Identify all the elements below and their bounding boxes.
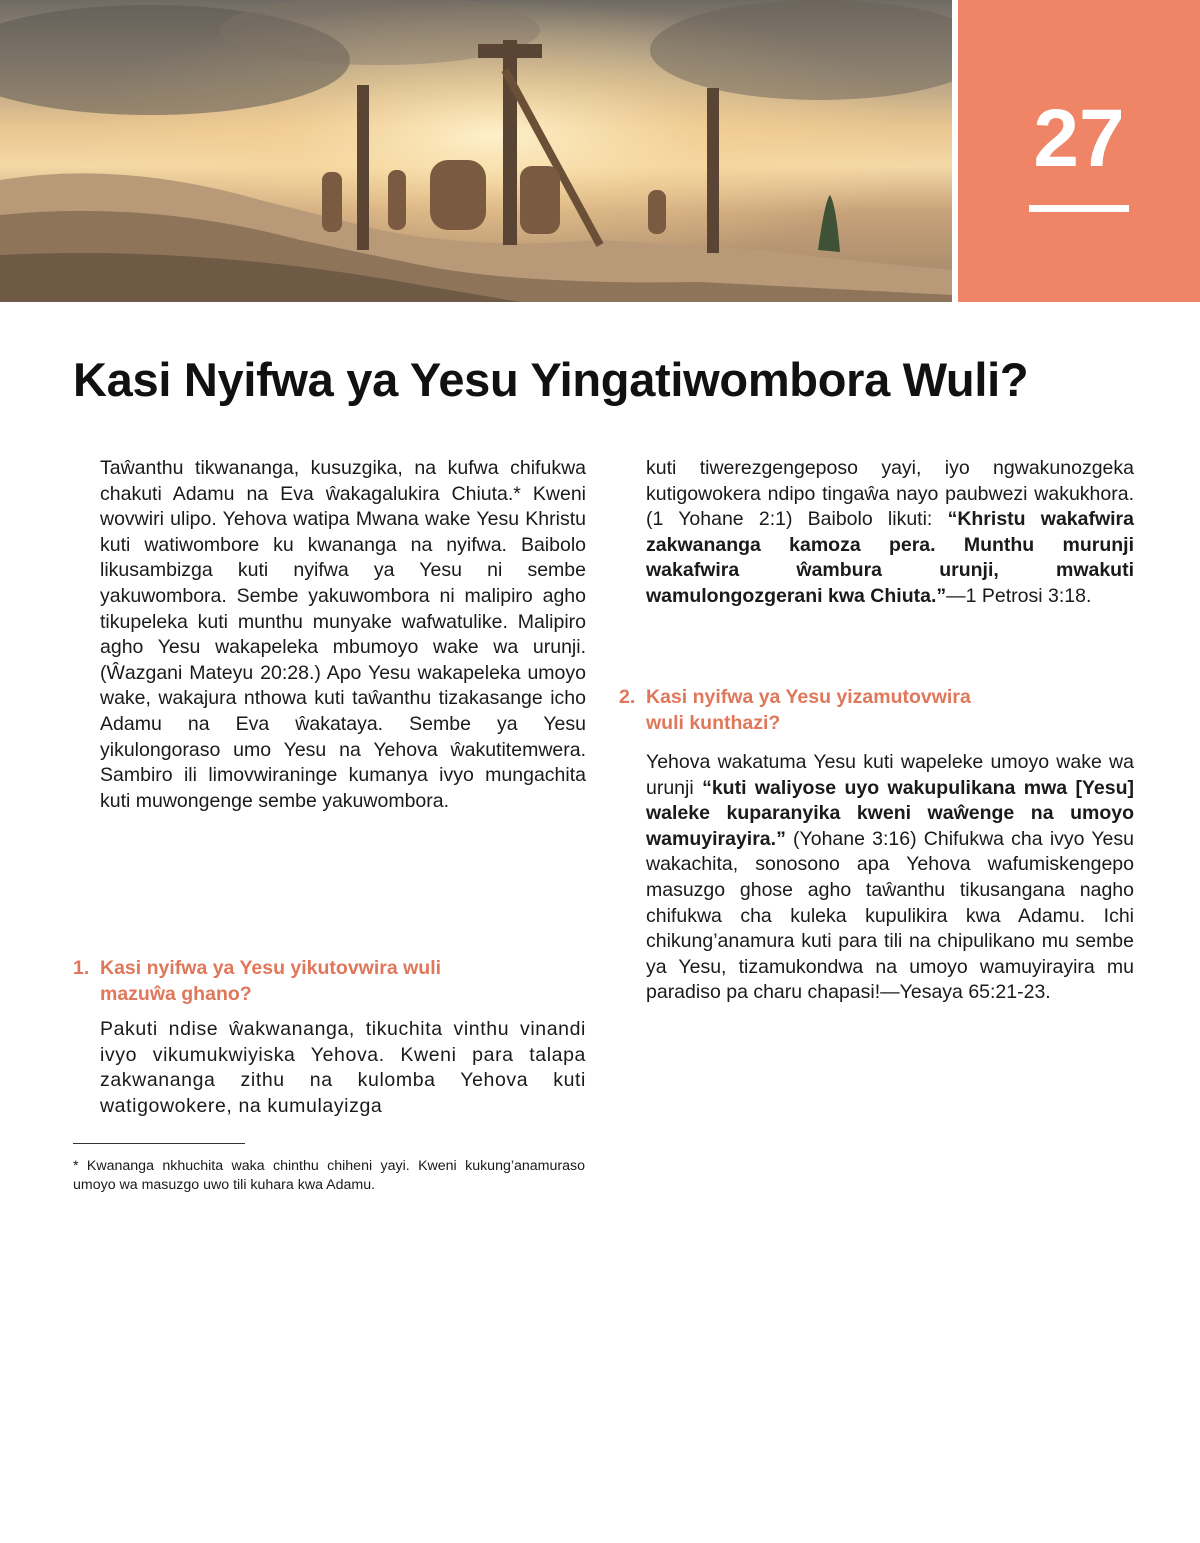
question-2-heading [619,684,1134,736]
section-1-paragraph-start: Pakuti ndise ŵakwananga, tikuchita vinthu vinandi ivyo vikumukwiyiska Yehova. Kweni para talapa zakwananga zithu na kulomba Yehova kuti watigowokere, na kumulayizga [100,1018,586,1117]
section-1-citation: —1 Petrosi 3:18. [946,584,1092,607]
chapter-underline [1029,205,1129,212]
section-1-left-text [100,1017,586,1119]
section-2-text [646,750,1134,1006]
question-1-number: 1. [73,957,90,979]
section-1-text-a: kuti tiwerezgengeposo yayi, iyo ngwakunozgeka kutigowokera ndipo tingaŵa nayo paubwezi wakukhora. (1 Yohane 2:1) Baibolo likuti: [646,457,1134,531]
question-1-heading [73,955,586,1007]
question-2-line-2: wuli kunthazi? [646,712,781,734]
left-column [100,456,586,814]
section-2-text-b: (Yohane 3:16) Chifukwa cha ivyo Yesu wakachita, sonosono apa Yehova wafumiskengepo masuzgo ghose agho taŵanthu tikusangana nagho chifukwa cha kuleka kupulikira kwa Adamu. Ichi chikung’anamura kuti para tili na chipulikano mu sembe ya Yesu, tizamukondwa na umoyo wamuyirayira mu paradiso pa charu chapasi!—Yesaya 65:21-23. [646,827,1134,1004]
section-2-paragraph [646,750,1134,1006]
right-cross [707,88,719,253]
chapter-number-box [958,0,1200,302]
question-2-number: 2. [619,686,636,708]
crucifixion-scene-image [0,0,952,302]
right-column [646,456,1134,610]
intro-paragraph: Taŵanthu tikwananga, kusuzgika, na kufwa chifukwa chakuti Adamu na Eva ŵakagalukira Chiuta.* Kweni wovwiri ulipo. Yehova watipa Mwana wake Yesu Khristu kuti watiwombore ku kwananga na nyifwa. Baibolo likusambizga kuti nyifwa ya Yesu ni sembe yakuwombora. Sembe yakuwombora ni malipiro agho tikupeleka kuti munthu munyake wafwatulike. Malipiro agho Yesu wakapeleka mbumoyo wake wa urunji. (Ŵazgani Mateyu 20:28.) Apo Yesu wakapeleka umoyo wake, wakajura nthowa kuti taŵanthu tizakasange icho Adamu na Eva ŵakataya. Sembe ya Yesu yikulongoraso umo Yesu na Yehova ŵakutitemwera. Sambiro ili limovwiraninge kumanya ivyo mungachita kuti muwongenge sembe yakuwombora. [100,457,586,812]
footnote-divider [73,1143,245,1144]
section-1-bible-quote: “Khristu wakafwira zakwananga kamoza pera. Munthu murunji wakafwira ŵambura urunji, mwakuti wamulongozgerani kwa Chiuta.” [646,508,1134,607]
section-2-bible-quote: “kuti waliyose uyo wakupulikana mwa [Yesu] waleke kuparanyika kweni waŵenge na umoyo wamuyirayira.” [646,776,1134,850]
footnote: * Kwananga nkhuchita waka chinthu chiheni yayi. Kweni kukung’anamuraso umoyo wa masuzgo uwo tili kuhara kwa Adamu. [73,1158,585,1193]
page-title: Kasi Nyifwa ya Yesu Yingatiwombora Wuli? [73,353,1029,406]
section-1-paragraph-continued [646,456,1134,610]
question-1-line-1: Kasi nyifwa ya Yesu yikutovwira wuli [100,957,442,979]
question-1-line-2: mazuŵa ghano? [100,983,252,1005]
chapter-number: 27 [1033,93,1125,184]
hero-illustration [0,0,952,302]
left-cross [357,85,369,250]
question-2-line-1: Kasi nyifwa ya Yesu yizamutovwira [646,686,971,708]
section-2-text-a: Yehova wakatuma Yesu kuti wapeleke umoyo wake wa urunji [646,751,1134,799]
